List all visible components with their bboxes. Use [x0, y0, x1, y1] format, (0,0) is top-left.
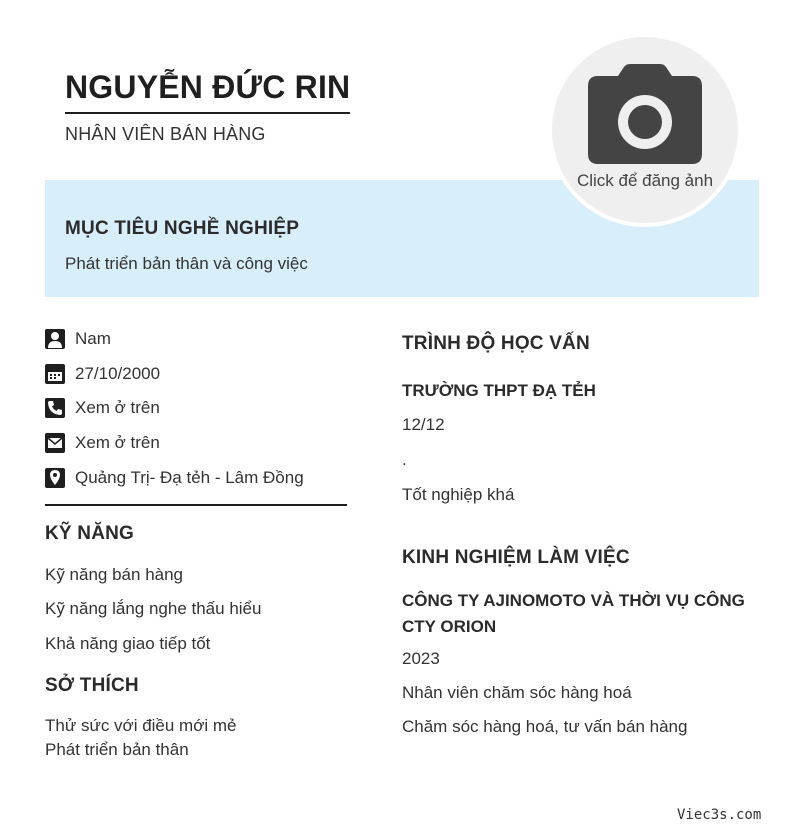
birthday-value: 27/10/2000 [75, 363, 161, 383]
objective-title: MỤC TIÊU NGHỀ NGHIỆP [65, 218, 300, 239]
experience-position: Nhân viên chăm sóc hàng hoá [402, 683, 632, 702]
education-grade: 12/12 [402, 415, 445, 434]
phone-value: Xem ở trên [75, 398, 160, 418]
location-icon [45, 468, 65, 488]
education-result: Tốt nghiệp khá [402, 485, 515, 504]
school-name: TRƯỜNG THPT ĐẠ TẺH [402, 381, 596, 400]
education-section [402, 333, 762, 505]
gender-value: Nam [75, 329, 111, 349]
personal-info-list [45, 322, 347, 495]
cv-header [65, 68, 350, 145]
experience-description: Chăm sóc hàng hoá, tư vấn bán hàng [402, 717, 688, 736]
education-detail: . [402, 450, 407, 469]
skill-item: Kỹ năng bán hàng [45, 565, 184, 584]
brand-watermark: Viec3s.com [677, 807, 762, 823]
section-divider [45, 504, 347, 506]
camera-icon [588, 64, 702, 164]
email-value: Xem ở trên [75, 433, 160, 453]
objective-text: Phát triển bản thân và công việc [65, 254, 308, 273]
avatar-upload-button[interactable] [548, 33, 742, 227]
hobby-item: Thử sức với điều mới mẻ [45, 716, 237, 735]
calendar-icon [45, 364, 65, 384]
candidate-name: NGUYỄN ĐỨC RIN [65, 68, 350, 114]
address-value: Quảng Trị- Đạ tẻh - Lâm Đồng [75, 467, 304, 487]
skill-item: Kỹ năng lắng nghe thấu hiểu [45, 599, 262, 618]
hobby-item: Phát triển bản thân [45, 740, 189, 759]
hobbies-section [45, 675, 347, 760]
company-name: CÔNG TY AJINOMOTO VÀ THỜI VỤ CÔNG CTY ORION [402, 591, 745, 636]
info-phone [45, 391, 347, 426]
skills-title: KỸ NĂNG [45, 523, 135, 544]
education-title: TRÌNH ĐỘ HỌC VẤN [402, 333, 590, 354]
phone-icon [45, 398, 65, 418]
hobbies-title: SỞ THÍCH [45, 675, 139, 696]
skills-section [45, 523, 347, 654]
person-icon [45, 329, 65, 349]
experience-title: KINH NGHIỆM LÀM VIỆC [402, 547, 630, 568]
info-email [45, 426, 347, 461]
info-gender [45, 322, 347, 357]
avatar-upload-label: Click để đăng ảnh [576, 171, 714, 190]
skill-item: Khả năng giao tiếp tốt [45, 634, 211, 653]
mail-icon [45, 433, 65, 453]
info-address [45, 460, 347, 495]
job-title: NHÂN VIÊN BÁN HÀNG [65, 124, 266, 144]
experience-section [402, 547, 762, 737]
info-birthday [45, 357, 347, 392]
experience-year: 2023 [402, 649, 440, 668]
